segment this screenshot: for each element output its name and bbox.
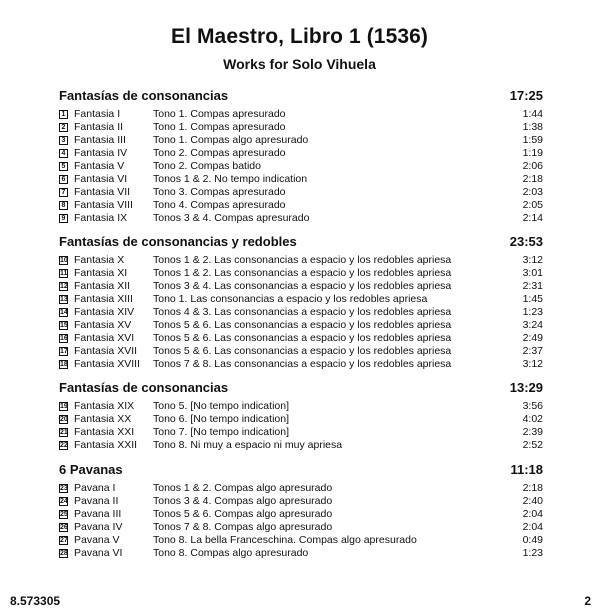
track-duration: 2:14 <box>522 212 543 224</box>
track-description: Tono 5. [No tempo indication] <box>153 400 289 412</box>
track-name: Pavana IV <box>74 521 123 533</box>
track-description: Tonos 7 & 8. Las consonancias a espacio y los redobles apriesa <box>153 358 452 370</box>
track-duration: 3:12 <box>522 254 543 266</box>
track-name: Fantasia XV <box>74 319 132 331</box>
track-description: Tono 6. [No tempo indication] <box>153 413 289 425</box>
section-title: Fantasías de consonancias <box>59 88 229 103</box>
track-row <box>59 267 543 280</box>
track-number-box: 24 <box>60 498 68 505</box>
track-number-box: 16 <box>60 335 68 342</box>
track-number-box: 23 <box>60 485 68 492</box>
track-duration: 2:18 <box>522 482 543 494</box>
track-duration: 1:44 <box>522 108 543 120</box>
track-duration: 1:59 <box>522 134 543 146</box>
track-duration: 1:45 <box>522 293 543 305</box>
track-number-box: 28 <box>60 550 68 557</box>
track-duration: 4:02 <box>522 413 543 425</box>
track-name: Fantasia V <box>74 160 125 172</box>
track-description: Tono 1. Compas apresurado <box>153 108 286 120</box>
page-subtitle: Works for Solo Vihuela <box>223 56 376 72</box>
section-total-duration: 13:29 <box>509 380 543 395</box>
track-duration: 1:19 <box>522 147 543 159</box>
track-row <box>59 482 543 495</box>
track-number-box: 21 <box>60 429 68 436</box>
track-number-box: 4 <box>59 149 68 158</box>
track-row <box>59 332 543 345</box>
track-description: Tono 2. Compas batido <box>153 160 261 172</box>
track-name: Fantasia II <box>74 121 124 133</box>
track-duration: 2:05 <box>522 199 543 211</box>
section-title: Fantasías de consonancias y redobles <box>59 234 297 249</box>
track-number-box: 2 <box>59 123 68 132</box>
track-duration: 3:01 <box>522 267 543 279</box>
track-name: Fantasia IX <box>74 212 128 224</box>
track-number-box: 7 <box>59 188 68 197</box>
track-duration: 2:04 <box>522 508 543 520</box>
track-number-box: 25 <box>60 511 68 518</box>
track-name: Pavana I <box>74 482 116 494</box>
track-row <box>59 199 543 212</box>
track-name: Fantasia III <box>74 134 126 146</box>
track-name: Fantasia XII <box>74 280 131 292</box>
track-duration: 2:06 <box>522 160 543 172</box>
track-row <box>59 280 543 293</box>
track-row <box>59 147 543 160</box>
track-duration: 1:23 <box>522 306 543 318</box>
track-row <box>59 400 543 413</box>
section-total-duration: 17:25 <box>509 88 543 103</box>
track-row <box>59 134 543 147</box>
track-number-box: 26 <box>60 524 68 531</box>
track-number-box: 22 <box>60 442 68 449</box>
track-description: Tonos 1 & 2. Compas algo apresurado <box>153 482 333 494</box>
section-header <box>59 88 543 108</box>
track-duration: 2:18 <box>522 173 543 185</box>
track-row <box>59 534 543 547</box>
track-number-box: 8 <box>59 201 68 210</box>
track-description: Tono 8. La bella Franceschina. Compas algo apresurado <box>153 534 417 546</box>
track-row <box>59 160 543 173</box>
track-description: Tonos 1 & 2. No tempo indication <box>153 173 308 185</box>
section-header <box>59 380 543 400</box>
track-name: Pavana V <box>74 534 120 546</box>
track-number-box: 12 <box>60 283 68 290</box>
track-description: Tono 4. Compas apresurado <box>153 199 286 211</box>
track-description: Tonos 7 & 8. Compas algo apresurado <box>153 521 333 533</box>
track-number-box: 1 <box>59 110 68 119</box>
track-row <box>59 173 543 186</box>
track-number-box: 19 <box>60 403 68 410</box>
track-number-box: 20 <box>60 416 68 423</box>
track-duration: 2:52 <box>522 439 543 451</box>
track-row <box>59 521 543 534</box>
track-number-box: 13 <box>60 296 68 303</box>
track-description: Tono 3. Compas apresurado <box>153 186 286 198</box>
track-number-box: 14 <box>60 309 68 316</box>
track-section <box>59 234 543 371</box>
section-total-duration: 23:53 <box>509 234 543 249</box>
track-duration: 2:31 <box>522 280 543 292</box>
track-row <box>59 108 543 121</box>
track-name: Fantasia VIII <box>74 199 133 211</box>
track-number-box: 9 <box>59 214 68 223</box>
track-duration: 2:39 <box>522 426 543 438</box>
track-description: Tonos 5 & 6. Las consonancias a espacio y los redobles apriesa <box>153 345 452 357</box>
track-row <box>59 345 543 358</box>
track-name: Fantasia X <box>74 254 125 266</box>
track-duration: 0:49 <box>522 534 543 546</box>
track-row <box>59 547 543 560</box>
track-description: Tono 8. Ni muy a espacio ni muy apriesa <box>153 439 343 451</box>
track-duration: 3:24 <box>522 319 543 331</box>
track-description: Tonos 5 & 6. Las consonancias a espacio y los redobles apriesa <box>153 332 452 344</box>
track-name: Fantasia XI <box>74 267 128 279</box>
catalog-number: 8.573305 <box>10 594 61 608</box>
track-number-box: 10 <box>60 257 68 264</box>
track-name: Fantasia I <box>74 108 121 120</box>
track-row <box>59 495 543 508</box>
track-name: Pavana II <box>74 495 119 507</box>
track-name: Fantasia XVIII <box>74 358 140 370</box>
section-title: Fantasías de consonancias <box>59 380 229 395</box>
track-row <box>59 293 543 306</box>
track-description: Tonos 1 & 2. Las consonancias a espacio y los redobles apriesa <box>153 267 452 279</box>
track-number-box: 17 <box>60 348 68 355</box>
track-description: Tono 1. Compas algo apresurado <box>153 134 309 146</box>
track-number-box: 18 <box>60 361 68 368</box>
track-name: Fantasia VI <box>74 173 128 185</box>
track-row <box>59 508 543 521</box>
track-name: Fantasia XX <box>74 413 132 425</box>
track-row <box>59 439 543 452</box>
track-description: Tonos 3 & 4. Compas apresurado <box>153 212 310 224</box>
track-description: Tonos 5 & 6. Las consonancias a espacio y los redobles apriesa <box>153 319 452 331</box>
page-title: El Maestro, Libro 1 (1536) <box>170 25 428 48</box>
track-number-box: 11 <box>60 270 68 277</box>
section-header <box>59 234 543 254</box>
track-description: Tonos 1 & 2. Las consonancias a espacio y los redobles apriesa <box>153 254 452 266</box>
track-description: Tono 1. Compas apresurado <box>153 121 286 133</box>
track-description: Tonos 3 & 4. Compas algo apresurado <box>153 495 333 507</box>
track-number-box: 15 <box>60 322 68 329</box>
track-row <box>59 358 543 371</box>
track-description: Tono 7. [No tempo indication] <box>153 426 289 438</box>
track-section <box>59 380 543 452</box>
track-name: Fantasia VII <box>74 186 131 198</box>
track-duration: 2:49 <box>522 332 543 344</box>
track-name: Fantasia XIII <box>74 293 133 305</box>
track-section <box>59 88 543 225</box>
section-title: 6 Pavanas <box>59 462 123 477</box>
track-duration: 2:37 <box>522 345 543 357</box>
track-row <box>59 121 543 134</box>
track-duration: 1:38 <box>522 121 543 133</box>
track-row <box>59 413 543 426</box>
track-number-box: 3 <box>59 136 68 145</box>
track-name: Fantasia XIV <box>74 306 135 318</box>
track-row <box>59 426 543 439</box>
track-duration: 2:04 <box>522 521 543 533</box>
section-header <box>59 462 543 482</box>
track-row <box>59 319 543 332</box>
track-duration: 2:40 <box>522 495 543 507</box>
track-name: Fantasia XVII <box>74 345 138 357</box>
track-section <box>59 462 543 560</box>
page-number: 2 <box>584 594 591 608</box>
track-name: Pavana VI <box>74 547 123 559</box>
track-row <box>59 306 543 319</box>
track-name: Fantasia XVI <box>74 332 135 344</box>
track-number-box: 5 <box>59 162 68 171</box>
track-name: Fantasia IV <box>74 147 128 159</box>
track-number-box: 6 <box>59 175 68 184</box>
track-description: Tonos 3 & 4. Las consonancias a espacio y los redobles apriesa <box>153 280 452 292</box>
section-total-duration: 11:18 <box>510 462 543 477</box>
track-description: Tono 1. Las consonancias a espacio y los redobles apriesa <box>153 293 428 305</box>
track-row <box>59 186 543 199</box>
track-description: Tono 8. Compas algo apresurado <box>153 547 309 559</box>
track-row <box>59 212 543 225</box>
track-description: Tonos 4 & 3. Las consonancias a espacio y los redobles apriesa <box>153 306 452 318</box>
track-duration: 2:03 <box>522 186 543 198</box>
track-name: Fantasia XIX <box>74 400 135 412</box>
track-description: Tonos 5 & 6. Compas algo apresurado <box>153 508 333 520</box>
track-name: Fantasia XXII <box>74 439 138 451</box>
track-duration: 3:12 <box>522 358 543 370</box>
track-duration: 1:23 <box>522 547 543 559</box>
track-description: Tono 2. Compas apresurado <box>153 147 286 159</box>
track-number-box: 27 <box>60 537 68 544</box>
track-row <box>59 254 543 267</box>
track-name: Pavana III <box>74 508 122 520</box>
track-name: Fantasia XXI <box>74 426 135 438</box>
track-duration: 3:56 <box>522 400 543 412</box>
